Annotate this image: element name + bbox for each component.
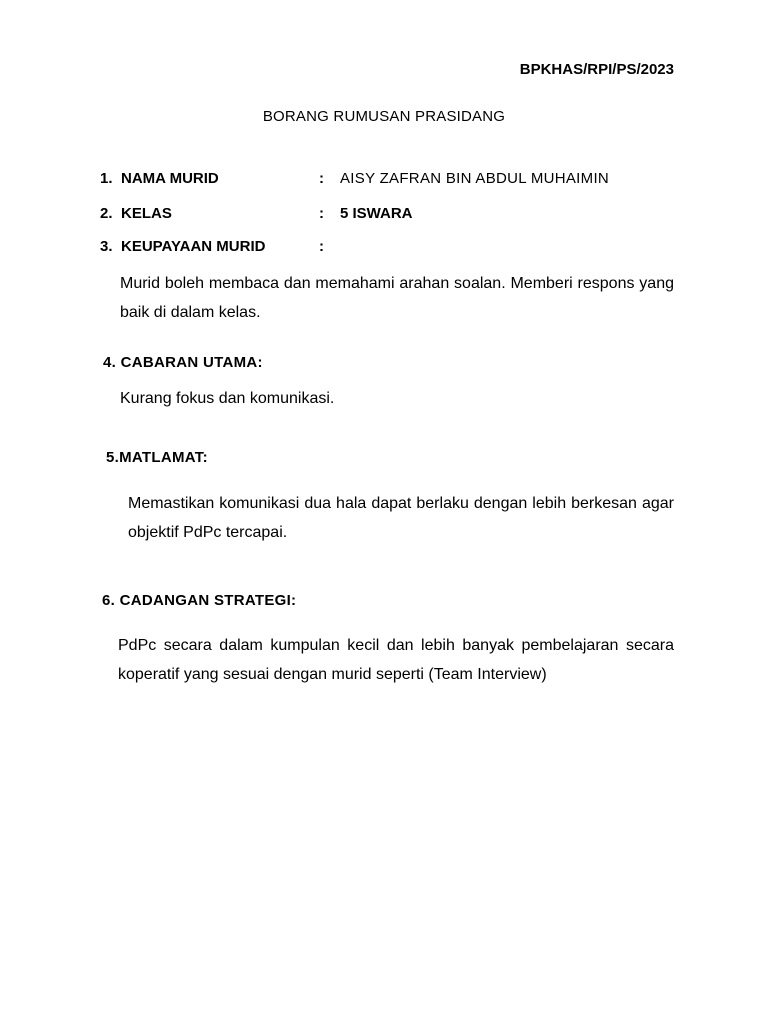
section-heading-matlamat: 5.MATLAMAT: — [106, 449, 208, 466]
section-heading-cabaran-utama: 4. CABARAN UTAMA: — [103, 354, 263, 371]
field-colon: : — [319, 205, 324, 222]
field-label-kelas: KELAS — [121, 205, 172, 222]
field-value-nama-murid: AISY ZAFRAN BIN ABDUL MUHAIMIN — [340, 170, 610, 187]
strategi-paragraph: PdPc secara dalam kumpulan kecil dan lebih banyak pembelajaran secara koperatif yang sesuai dengan murid seperti (Team Interview) — [118, 637, 674, 683]
keupayaan-paragraph: Murid boleh membaca dan memahami arahan soalan. Memberi respons yang baik di dalam kelas. — [120, 275, 674, 321]
field-row-kelas — [100, 205, 680, 227]
matlamat-paragraph: Memastikan komunikasi dua hala dapat berlaku dengan lebih berkesan agar objektif PdPc tercapai. — [128, 495, 674, 541]
field-row-keupayaan-murid — [100, 238, 680, 260]
field-value-kelas: 5 ISWARA — [340, 205, 413, 222]
field-label-keupayaan-murid: KEUPAYAAN MURID — [121, 238, 266, 255]
field-number: 2. — [100, 205, 113, 222]
field-number: 3. — [100, 238, 113, 255]
field-number: 1. — [100, 170, 113, 187]
field-colon: : — [319, 170, 324, 187]
field-colon: : — [319, 238, 324, 255]
cabaran-paragraph: Kurang fokus dan komunikasi. — [120, 390, 335, 407]
section-heading-cadangan-strategi: 6. CADANGAN STRATEGI: — [102, 592, 297, 609]
field-label-nama-murid: NAMA MURID — [121, 170, 219, 187]
field-row-nama-murid — [100, 170, 680, 192]
document-title: BORANG RUMUSAN PRASIDANG — [262, 108, 506, 125]
document-reference-code: BPKHAS/RPI/PS/2023 — [519, 61, 674, 78]
